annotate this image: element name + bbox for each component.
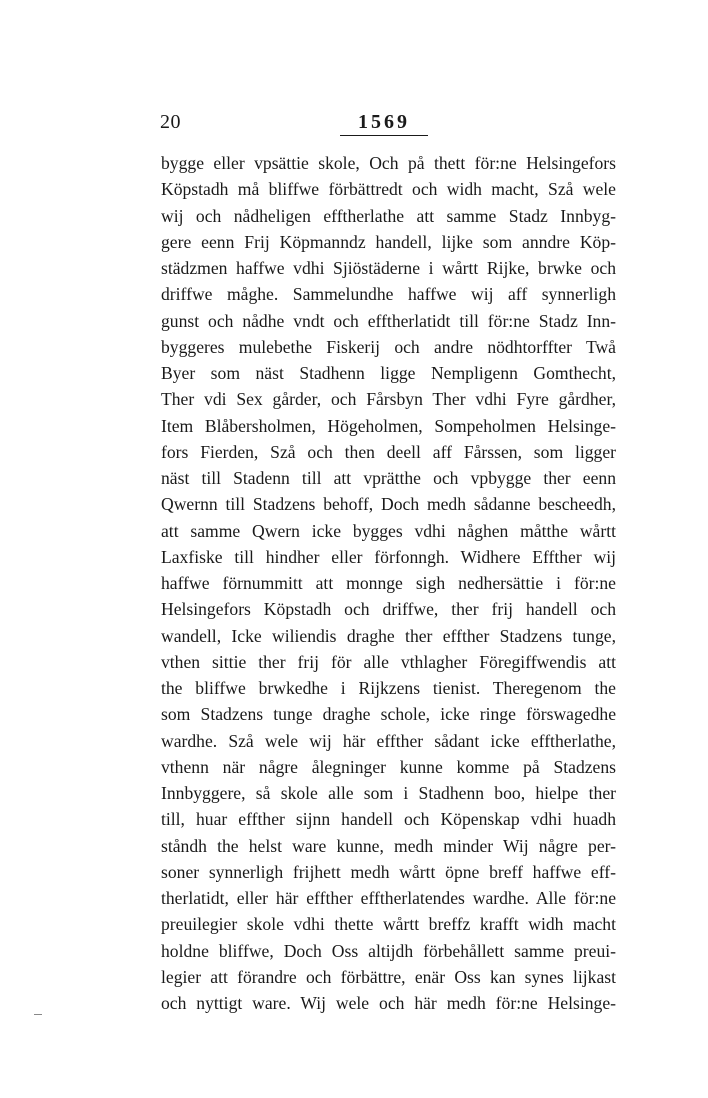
text-line: Item Blåbersholmen, Högeholmen, Sompeholmen Helsinge- (161, 415, 616, 436)
text-line: som Stadzens tunge draghe schole, icke ringe förswagedhe (161, 704, 616, 725)
text-line: och nyttigt ware. Wij wele och här medh för:ne Helsinge- (161, 993, 616, 1013)
text-line: wandell, Icke wiliendis draghe ther effther Stadzens tunge, (161, 625, 616, 646)
text-line: gere eenn Frij Köpmanndz handell, lijke som anndre Köp- (161, 231, 616, 252)
text-line: Innbyggere, så skole alle som i Stadhenn boo, hielpe ther (161, 783, 616, 803)
text-line: att samme Qwern icke bygges vdhi någhen måtthe wårtt (161, 520, 616, 541)
text-line: näst till Stadenn till att vprätthe och vpbygge ther eenn (161, 468, 616, 488)
text-line: preuilegier skole vdhi thette wårtt breffz krafft widh macht (161, 914, 616, 935)
body-text (161, 150, 616, 1016)
text-line: holdne bliffwe, Doch Oss altijdh förbehållett samme preui- (161, 940, 616, 961)
text-line: Helsingefors Köpstadh och driffwe, ther frij handell och (161, 599, 616, 620)
text-line: Laxfiske till hindher eller förfonngh. Widhere Effther wij (161, 546, 616, 567)
text-line: gunst och nådhe vndt och efftherlatidt till för:ne Stadz Inn- (161, 310, 616, 331)
text-line: ståndh the helst ware kunne, medh minder Wij någre per- (161, 835, 616, 856)
text-line: till, huar effther sijnn handell och Köpenskap vdhi huadh (161, 809, 616, 830)
margin-dash-mark (34, 1014, 42, 1015)
text-line: driffwe måghe. Sammelundhe haffwe wij aff synnerligh (161, 284, 616, 305)
text-line: wardhe. Szå wele wij här effther sådant icke efftherlathe, (161, 730, 616, 751)
text-line: Ther vdi Sex gårder, och Fårsbyn Ther vdhi Fyre gårdher, (161, 389, 616, 410)
text-line: vthenn när någre ålegninger kunne komme på Stadzens (161, 756, 616, 777)
text-line: soner synnerligh frijhett medh wårtt öpne breff haffwe eff- (161, 861, 616, 882)
year-heading: 1569 (340, 111, 428, 136)
text-line: wij och nådheligen efftherlathe att samme Stadz Innbyg- (161, 205, 616, 226)
text-line: therlatidt, eller här effther efftherlatendes wardhe. Alle för:ne (161, 888, 616, 908)
text-line: Byer som näst Stadhenn ligge Nempligenn Gomthecht, (161, 363, 616, 383)
text-line: Qwernn till Stadzens behoff, Doch medh sådanne bescheedh, (161, 494, 616, 515)
text-line: legier att förandre och förbättre, enär Oss kan synes lijkast (161, 966, 616, 987)
text-line: Köpstadh må bliffwe förbättredt och widh macht, Szå wele (161, 179, 616, 200)
text-line: the bliffwe brwkedhe i Rijkzens tienist. Theregenom the (161, 678, 616, 698)
text-line: byggeres mulebethe Fiskerij och andre nödhtorffter Twå (161, 336, 616, 357)
text-line: vthen sittie ther frij för alle vthlagher Föregiffwendis att (161, 651, 616, 672)
text-line: städzmen haffwe vdhi Sjiöstäderne i wårtt Rijke, brwke och (161, 258, 616, 278)
text-line: fors Fierden, Szå och then deell aff Fårssen, som ligger (161, 441, 616, 462)
page-number: 20 (160, 111, 181, 133)
text-line: haffwe förnummitt att monnge sigh nedhersättie i för:ne (161, 573, 616, 593)
text-line: bygge eller vpsättie skole, Och på thett för:ne Helsingefors (161, 153, 616, 173)
